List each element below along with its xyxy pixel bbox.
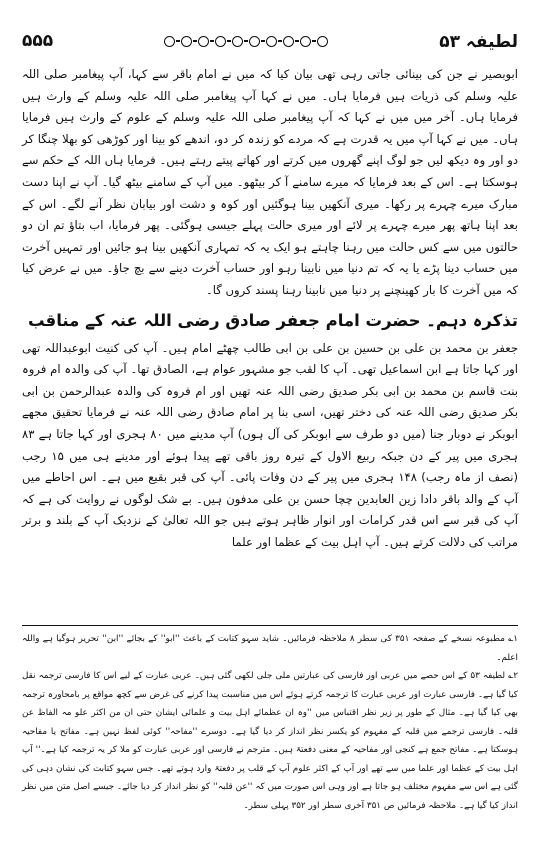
section-heading: تذکرہ دہم۔ حضرت امام جعفر صادق رضی اللہ عنہ کے مناقب bbox=[27, 310, 518, 330]
footnotes bbox=[22, 630, 518, 815]
chapter-label: لطیفہ ۵۳ bbox=[439, 31, 518, 52]
footnote-2: ۲؎ لطیفہ ۵۳ کے اس حصے میں عربی اور فارسی کی عبارتیں ملی جلی لکھی گئی ہیں۔ عربی عبارت کے لیے اس کا فارسی ترجمہ نقل کیا گیا ہے۔ فارسی عبارت اور عربی عبارت کا ترجمہ کرتے ہوئے اس میں مناسبت پیدا کرنے کی غرض سے کچھ مواقع پر بامحاورہ ترجمہ بھی کیا گیا ہے۔ مثال کے طور پر زیر نظر اقتباس میں ''وہ ان عظمائے اہل بیت و علمائی ایشان حتی ان من اکثر علو مہ الفاظ عن قلبہ۔ فارسی ترجمے میں قلبہ کے مفہوم کو یکسر نظر انداز کر دیا گیا ہے۔ دوسرے ''مفاحہ'' کوئی لفظ نہیں ہے۔ مفاتح یا مفاحیہ ہوسکتا ہے۔ مفاتح جمع ہے کنجی اور مفاحیہ کے معنی دفعتہً ہیں۔ مترجم نے فارسی اور عربی عبارت کو ملا کر یہ ترجمہ کیا ہے۔'' آپ اہل بیت کے عظما اور علما میں سے تھے اور آپ کے اکثر علوم آپ کے قلب پر دفعتہً وارد ہوتے تھے۔ جس سہو کتابت کی نشان دہی کی گئی ہے اس سے مفہوم مختلف ہو جاتا ہے اور وہی اس صورت میں کہ ''عن قلبہ'' کو نظر انداز کر دیا جائے۔ جیسے اصل متن میں نظر انداز کیا گیا ہے۔ ملاحظہ فرمائیں ص ۳۵۱ آخری سطر اور ۳۵۲ پہلی سطر۔ bbox=[22, 671, 519, 811]
page-number: ۵۵۵ bbox=[22, 31, 54, 51]
footnote-divider bbox=[22, 625, 518, 626]
paragraph-jafar-sadiq: جعفر بن محمد بن علی بن حسین بن علی بن ابی طالب چھٹے امام ہیں۔ آپ کی کنیت ابوعبداللہ تھی اور کہا جاتا ہے ابن اسماعیل تھی۔ آپ کا لقب جو مشہور عوام ہے، الصادق تھا۔ آپ کی والدہ ام فروہ بنت قاسم بن محمد بن ابی بکر صدیق رضی اللہ عنہ تھیں اور ام فروہ کی والدہ عبدالرحمن بن ابی بکر صدیق رضی اللہ عنہ کی دختر تھیں، اسی بنا پر امام صادق رضی اللہ عنہ نے فرمایا تحقیق مجھے ابوبکر نے دوبار جنا (میں دو طرف سے ابوبکر کی آل ہوں) آپ مدینے میں ۸۰ ہجری اور کہا جاتا ہے ۸۳ ہجری میں پیر کے دن جبکہ ربیع الاول کے تیرہ روز باقی تھے پیدا ہوئے اور مدینے ہی میں ۱۵ رجب (نصف از ماہ رجب) ۱۴۸ ہجری میں پیر کے دن وفات پائی۔ آپ کی قبر بقیع میں ہے۔ اس احاطے میں آپ کے والد باقر دادا زین العابدین چچا حسن بن علی مدفون ہیں۔ بے شک لوگوں نے روایت کی ہے کہ آپ کی قبر سے اس قدر کرامات اور انوار ظاہر ہوتے ہیں جو اللہ تعالیٰ کے نزدیک آپ کے بلند و برتر مراتب کی دلالت کرتے ہیں۔ آپ اہل بیت کے عظما اور علما bbox=[22, 340, 519, 549]
page-header bbox=[22, 26, 518, 56]
header-ornament-icon bbox=[163, 36, 329, 47]
main-text bbox=[22, 64, 518, 553]
paragraph-abu-basir: ابوبصیر نے جن کی بینائی جاتی رہی تھی بیان کیا کہ میں نے امام باقر سے کہا، آپ پیغامبر صلی اللہ علیہ وسلم کی ذریات ہیں فرمایا ہاں۔ میں نے کہا آپ پیغامبر صلی اللہ علیہ وسلم کے وارث ہیں فرمایا ہاں۔ آخر میں میں نے کہا کہ آپ پیغامبر صلی اللہ علیہ وسلم کے علوم کے وارث ہیں فرمایا ہاں۔ میں نے کہا آپ میں یہ قدرت ہے کہ مردے کو زندہ کر دو، اندھے کو بینا اور کوڑھی کو بھلا چنگا کر دو اور وہ دیکھ لیں جو لوگ اپنے گھروں میں کرتے اور کھاتے پیتے رہتے ہیں۔ فرمایا ہاں اللہ کے حکم سے ہوسکتا ہے۔ اس کے بعد فرمایا کہ میرے سامنے آ کر بیٹھو۔ میں آپ کے سامنے بیٹھ گیا۔ آپ نے اپنا دست مبارک میرے چہرے پر رکھا۔ میری آنکھیں بینا ہوگئیں اور کوہ و دشت اور بیابان نظر آنے لگے۔ اس کے بعد اپنا ہاتھ پھر میرے چہرے پر لائے اور میری حالت پہلے جیسی ہوگئی۔ پھر فرمایا، اب بتاؤ تم ان دو حالتوں میں سے کس حالت میں رہنا چاہتے ہو ایک یہ کہ تمہاری آنکھیں بینا ہو جائیں اور تمہیں آخرت میں حساب دینا پڑے یا یہ کہ تم دنیا میں نابینا رہو اور حساب آخرت دینے سے بچ جاؤ۔ میں نے عرض کیا کہ میں آخرت کا بار کھینچنے پر دنیا میں نابینا رہنا پسند کروں گا۔ bbox=[22, 67, 518, 297]
footnote-1: ۱؎ مطبوعہ نسخے کے صفحہ ۳۵۱ کی سطر ۸ ملاحظہ فرمائیں۔ شاید سہو کتابت کے باعث ''ابو'' کے بجائے ''ابن'' تحریر ہوگیا ہے واللہ اعلم۔ bbox=[22, 634, 519, 663]
